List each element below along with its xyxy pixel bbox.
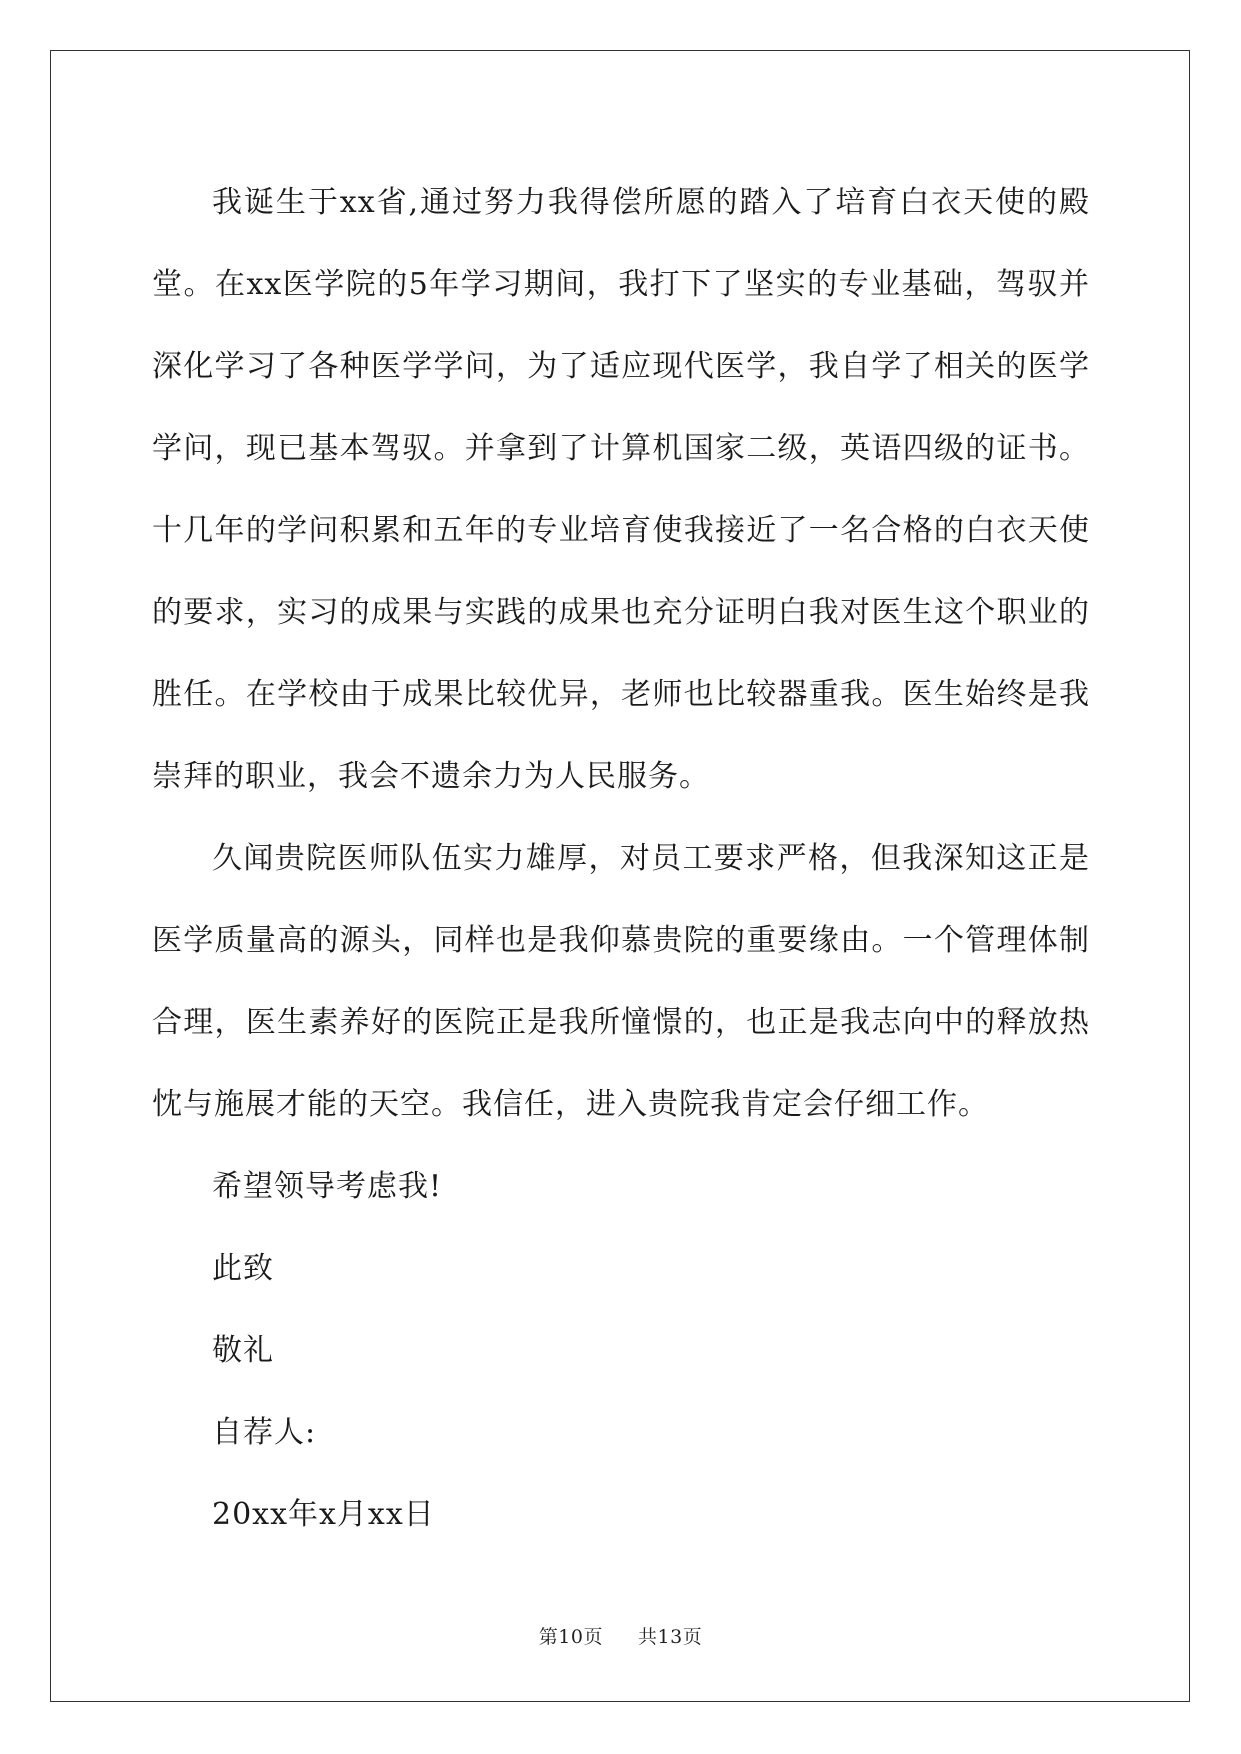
closing-salutation-2: 敬礼 bbox=[212, 1333, 274, 1368]
closing-signer: 自荐人: bbox=[212, 1415, 317, 1450]
page-number-total: 共13页 bbox=[638, 1626, 703, 1648]
page-footer bbox=[0, 1622, 1241, 1649]
paragraph-hospital: 久闻贵院医师队伍实力雄厚，对员工要求严格，但我深知这正是医学质量高的源头，同样也是我仰慕贵院的重要缘由。一个管理体制合理，医生素养好的医院正是我所憧憬的，也正是我志向中的释放热忱与施展才能的天空。我信任，进入贵院我肯定会仔细工作。 bbox=[152, 841, 1090, 1122]
letter-body bbox=[152, 162, 1090, 1556]
page-number-current: 第10页 bbox=[538, 1626, 603, 1648]
paragraph-intro: 我诞生于xx省,通过努力我得偿所愿的踏入了培育白衣天使的殿堂。在xx医学院的5年学习期间，我打下了坚实的专业基础，驾驭并深化学习了各种医学学问，为了适应现代医学，我自学了相关的医学学问，现已基本驾驭。并拿到了计算机国家二级，英语四级的证书。十几年的学问积累和五年的专业培育使我接近了一名合格的白衣天使的要求，实习的成果与实践的成果也充分证明白我对医生这个职业的胜任。在学校由于成果比较优异，老师也比较器重我。医生始终是我崇拜的职业，我会不遗余力为人民服务。 bbox=[152, 185, 1090, 794]
closing-date: 20xx年x月xx日 bbox=[212, 1497, 435, 1532]
closing-salutation-1: 此致 bbox=[212, 1251, 274, 1286]
closing-hope: 希望领导考虑我! bbox=[212, 1169, 443, 1204]
